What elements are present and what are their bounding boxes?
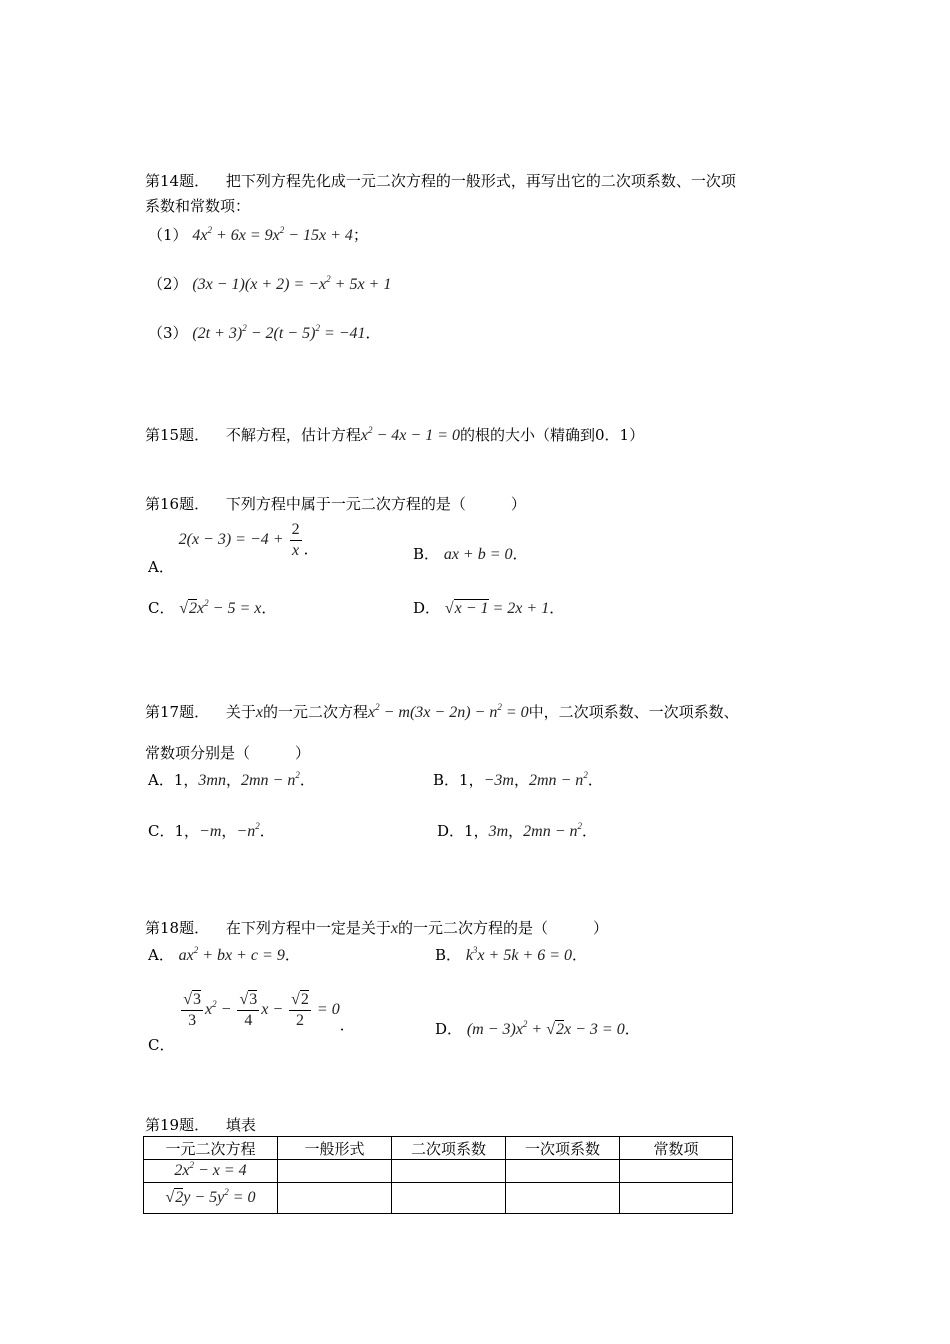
q14-eq-1: $4x^2 + 6x = 9x^2 - 15x + 4$ xyxy=(192,225,353,244)
table-header: 一元二次方程 xyxy=(144,1137,278,1160)
q18-var-x: x xyxy=(390,920,398,937)
q17-equation: $x^2 - m(3x - 2n) - n^2 = 0$ xyxy=(368,702,529,721)
table-cell-blank[interactable] xyxy=(392,1160,506,1183)
q17-header: 第17题． 关于x的一元二次方程$x^2 - m(3x - 2n) - n^2 = 0$中，二次项系数、一次项系数、 xyxy=(145,702,739,721)
q18-eq-d: $(m - 3)x^2 + √2x - 3 = 0$ xyxy=(466,1019,625,1038)
q16-eq-a: 2(x − 3) = −4 + $\frac{2}{x}$ xyxy=(178,521,300,559)
table-row xyxy=(144,1160,733,1183)
q14-prompt: 把下列方程先化成一元二次方程的一般形式，再写出它的二次项系数、一次项 xyxy=(225,172,736,190)
table-cell-equation: $√2y - 5y^2 = 0$ xyxy=(144,1183,278,1214)
table-cell-blank[interactable] xyxy=(620,1160,733,1183)
q14-eq-3: $(2t + 3)^2 - 2(t - 5)^2 = -41$ xyxy=(192,323,366,342)
table-header-row xyxy=(144,1137,733,1160)
q18-eq-c: $\frac{√3}{3}$ $x^2$ − $\frac{√3}{4}$ x − $\frac{√2}{2}$ = 0 xyxy=(183,991,340,1029)
q17-label: 第17题． xyxy=(145,703,210,721)
q14-prompt-line2: 系数和常数项： xyxy=(145,197,251,215)
q17-option-a: A．1，3mn，$2mn - n^2$． xyxy=(148,770,315,789)
q17-var-x: x xyxy=(255,704,263,721)
q17-option-c: C．1，−m，$-n^2$． xyxy=(148,821,275,840)
q18-header: 第18题． 在下列方程中一定是关于x的一元二次方程的是（ ） xyxy=(145,919,609,937)
q16-prompt: 下列方程中属于一元二次方程的是（ ） xyxy=(225,495,526,513)
q19-label: 第19题． xyxy=(145,1116,210,1134)
q16-eq-d: √x − 1 = 2x + 1 xyxy=(444,600,550,617)
q18-eq-a: $ax^2$ + bx + c = 9 xyxy=(178,945,285,964)
q14-label: 第14题． xyxy=(145,172,210,190)
q15-equation: $x^2 - 4x - 1 = 0$ xyxy=(360,425,460,444)
table-header: 二次项系数 xyxy=(392,1137,506,1160)
q15-label: 第15题． xyxy=(145,426,210,444)
q16-header xyxy=(145,493,526,514)
q14-item-2-num: （2） xyxy=(148,275,188,293)
q16-option-d: D． √x − 1 = 2x + 1． xyxy=(413,599,565,617)
q14-item-3: （3） $(2t + 3)^2 - 2(t - 5)^2 = -41$． xyxy=(148,323,381,342)
q14-header xyxy=(145,170,736,191)
q14-item-1-num: （1） xyxy=(148,226,188,244)
table-row xyxy=(144,1183,733,1214)
q16-option-c: C． $√2x^2 - 5 = x$． xyxy=(148,598,277,617)
table-cell-blank[interactable] xyxy=(278,1160,392,1183)
q19-table xyxy=(143,1136,733,1214)
q18-label: 第18题． xyxy=(145,919,210,937)
q16-eq-c: $√2x^2 - 5 = x$ xyxy=(179,598,262,617)
q19-header xyxy=(145,1114,256,1135)
q17-option-d: D．1，3m，$2mn - n^2$． xyxy=(437,821,598,840)
q18-option-a: A． $ax^2$ + bx + c = 9． xyxy=(148,945,300,964)
table-cell-equation: $2x^2 - x = 4$ xyxy=(144,1160,278,1183)
q17-option-b: B．1，−3m，$2mn - n^2$． xyxy=(433,770,603,789)
q18-eq-b: $k^3x + 5k + 6 = 0$ xyxy=(465,945,573,964)
table-header: 一般形式 xyxy=(278,1137,392,1160)
q17-prompt-line2: 常数项分别是（ ） xyxy=(145,744,311,762)
q16-option-b: B． ax + b = 0． xyxy=(413,545,528,563)
q15 xyxy=(145,424,644,445)
q14-item-1: （1） $4x^2 + 6x = 9x^2 - 15x + 4$； xyxy=(148,225,368,244)
table-cell-blank[interactable] xyxy=(620,1183,733,1214)
q14-eq-2: $(3x - 1)(x + 2) = -x^2 + 5x + 1$ xyxy=(192,274,392,293)
q16-option-a: A． 2(x − 3) = −4 + $\frac{2}{x}$ ． xyxy=(148,521,319,577)
q14-item-2 xyxy=(148,273,391,294)
table-cell-blank[interactable] xyxy=(506,1160,620,1183)
table-header: 常数项 xyxy=(620,1137,733,1160)
q18-option-b: B． $k^3x + 5k + 6 = 0$． xyxy=(435,945,588,964)
q18-option-c: C． $\frac{√3}{3}$ $x^2$ − $\frac{√3}{4}$ x − $\frac{√2}{2}$ = 0． xyxy=(148,991,355,1055)
q15-prompt-after: 的根的大小（精确到0．1） xyxy=(460,426,645,444)
table-cell-blank[interactable] xyxy=(506,1183,620,1214)
table-cell-blank[interactable] xyxy=(278,1183,392,1214)
table-cell-blank[interactable] xyxy=(392,1183,506,1214)
q16-eq-b: ax + b = 0 xyxy=(443,546,513,563)
q15-prompt-before: 不解方程，估计方程 xyxy=(225,426,361,444)
q18-option-d: D． $(m - 3)x^2 + √2x - 3 = 0$． xyxy=(435,1019,640,1038)
table-header: 一次项系数 xyxy=(506,1137,620,1160)
q14-item-3-num: （3） xyxy=(148,324,188,342)
q16-label: 第16题． xyxy=(145,495,210,513)
q19-prompt: 填表 xyxy=(225,1116,256,1134)
